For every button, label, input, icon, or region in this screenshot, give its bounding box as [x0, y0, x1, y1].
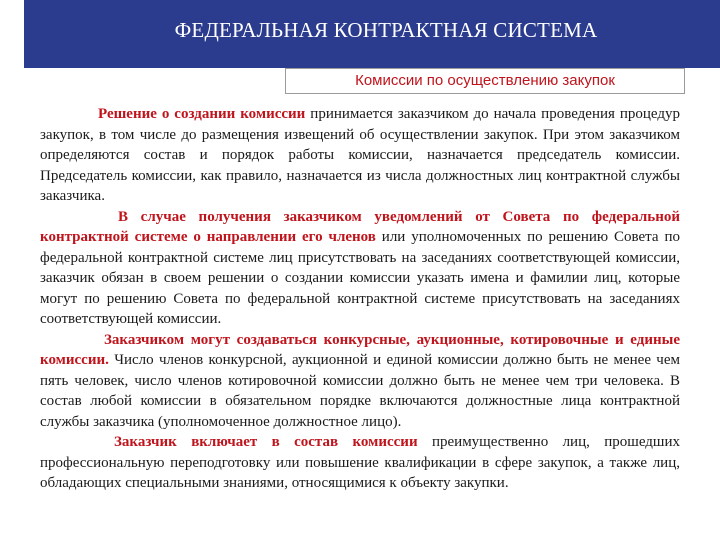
paragraph-commission-decision [40, 104, 680, 207]
header-bar [24, 0, 720, 68]
section-subtitle-box [285, 68, 685, 94]
paragraph-commission-types [40, 330, 680, 433]
paragraph-commission-members [40, 432, 680, 494]
paragraph-text: принимается заказчиком до начала проведения процедур закупок, в том числе до размещения извещений об осуществлении закупок. При этом заказчиком определяются состав и порядок работы комиссии, назначается председатель комиссии. Председатель комиссии, как правило, назначается из числа должностных лиц контрактной службы заказчика. [40, 106, 681, 204]
paragraph-text: Число членов конкурсной, аукционной и единой комиссии должно быть не менее чем пять человек, число членов котировочной комиссии должно быть не менее чем три человека. В состав любой комиссии в обязательном порядке включаются должностные лица контрактной службы заказчика (уполномоченное должностное лицо). [40, 352, 680, 430]
paragraph-lead: Заказчик включает в состав комиссии [114, 434, 418, 450]
section-subtitle: Комиссии по осуществлению закупок [355, 72, 615, 89]
paragraph-lead: Решение о создании комиссии [98, 106, 306, 122]
paragraph-text: преимущественно лиц, прошедших профессиональную переподготовку или повышение квалификации в сфере закупок, а также лиц, обладающих специальными знаниями, относящимися к объекту закупки. [40, 434, 681, 491]
paragraph-text: или уполномоченных по решению Совета по федеральной контрактной системе лиц присутствовать на заседаниях соответствующей комиссии, заказчик обязан в своем решении о создании комиссии указать имена и фамилии лиц, которые могут по решению Совета по федеральной контрактной системе присутствовать на заседаниях соответствующей комиссии. [40, 229, 680, 327]
paragraph-council-notification [40, 207, 680, 330]
paragraph-lead: Заказчиком могут создаваться конкурсные, аукционные, котировочные и единые комиссии. [40, 331, 680, 368]
paragraph-lead: В случае получения заказчиком уведомлений от Совета по федеральной контрактной системе о направлении его членов [40, 208, 680, 245]
page-title: ФЕДЕРАЛЬНАЯ КОНТРАКТНАЯ СИСТЕМА [174, 18, 598, 42]
document-body [40, 104, 680, 494]
